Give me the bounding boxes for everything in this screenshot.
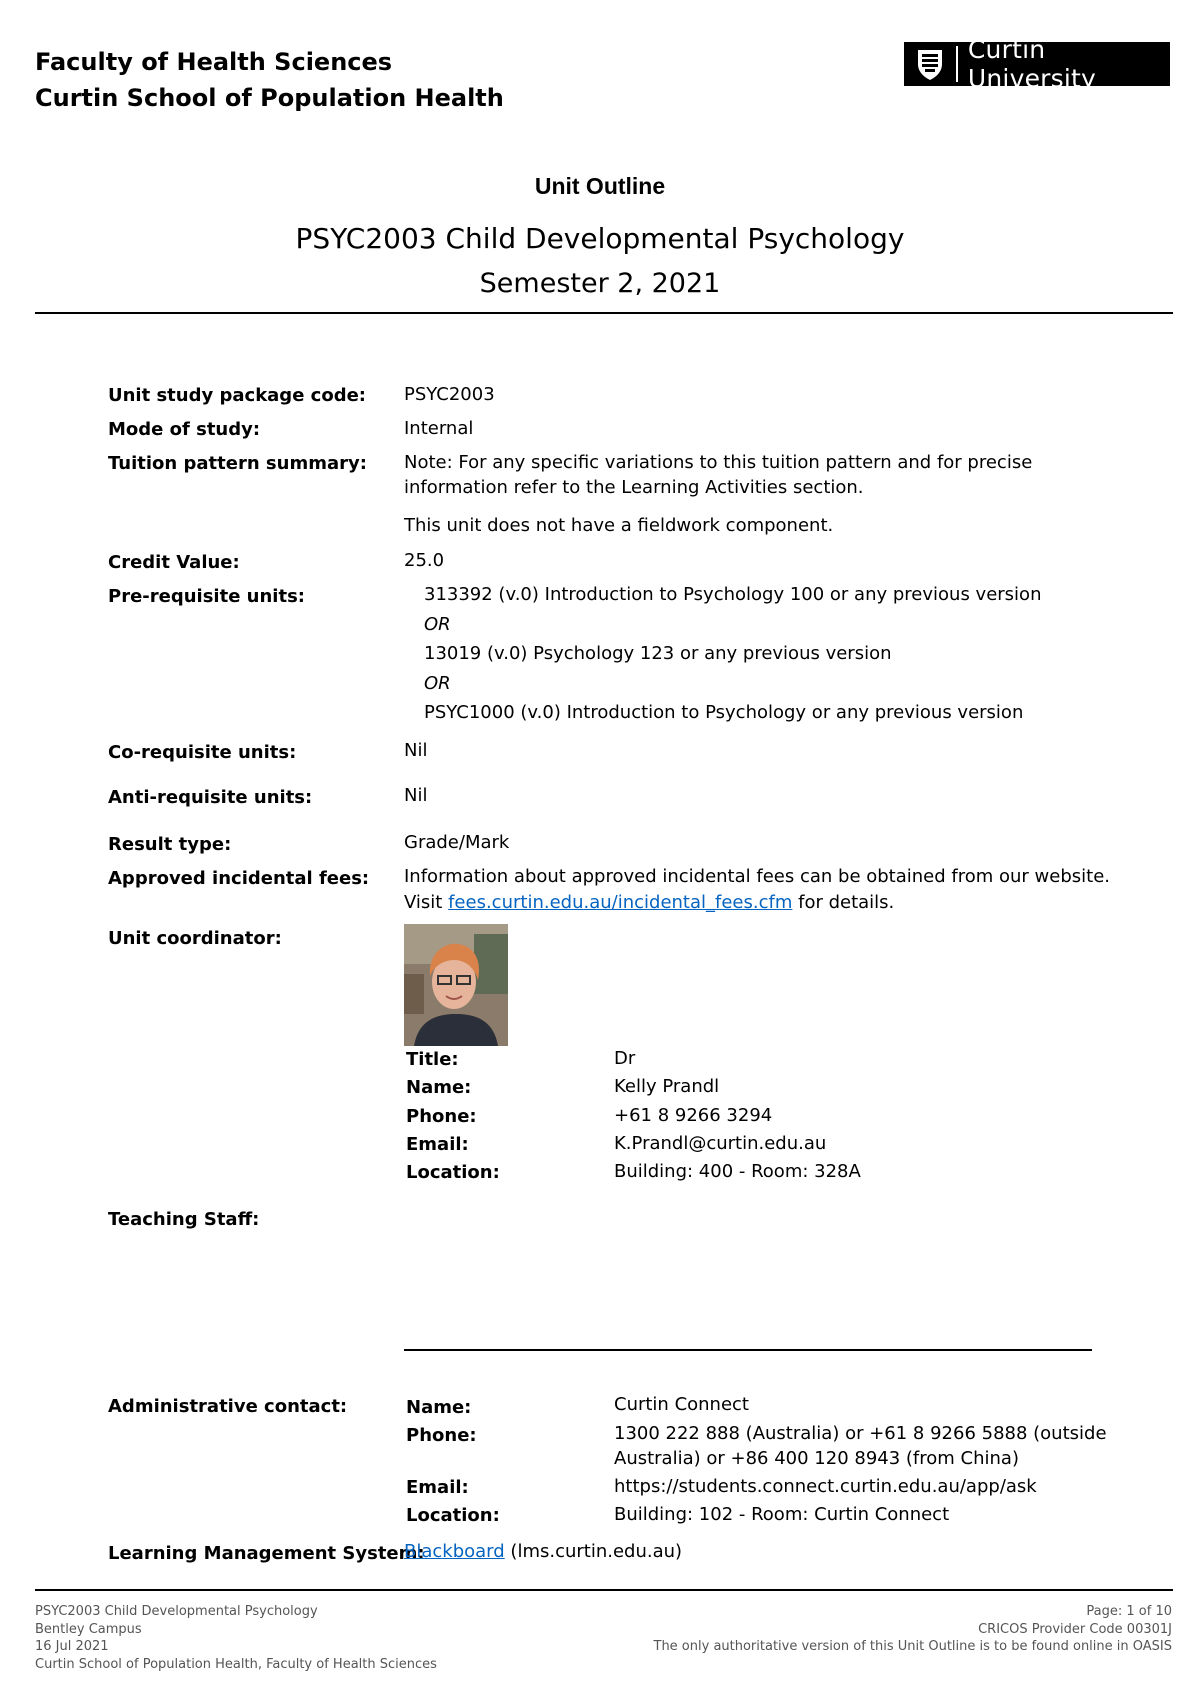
fees-visit: Visit bbox=[404, 892, 443, 913]
teaching-staff-label: Teaching Staff: bbox=[108, 1209, 260, 1230]
page-number: Page: 1 of 10 bbox=[1086, 1604, 1172, 1619]
mode-value: Internal bbox=[404, 418, 474, 439]
prereq-item: 13019 (v.0) Psychology 123 or any previous version bbox=[424, 643, 892, 664]
coordinator-label: Unit coordinator: bbox=[108, 928, 282, 949]
result-value: Grade/Mark bbox=[404, 832, 510, 853]
coordinator-name: Kelly Prandl bbox=[614, 1076, 720, 1097]
curtin-logo bbox=[904, 35, 1170, 93]
unit-title: PSYC2003 Child Developmental Psychology bbox=[295, 222, 905, 255]
package-code-value: PSYC2003 bbox=[404, 384, 495, 405]
prereq-item: 313392 (v.0) Introduction to Psychology 100 or any previous version bbox=[424, 584, 1042, 605]
coordinator-email-label: Email: bbox=[406, 1134, 469, 1155]
school-name: Curtin School of Population Health bbox=[35, 84, 504, 112]
fees-label: Approved incidental fees: bbox=[108, 868, 370, 889]
coordinator-email: K.Prandl@curtin.edu.au bbox=[614, 1133, 827, 1154]
tuition-label: Tuition pattern summary: bbox=[108, 453, 367, 474]
semester: Semester 2, 2021 bbox=[479, 268, 721, 299]
footer-left bbox=[35, 1603, 437, 1673]
document-title: Unit Outline bbox=[534, 173, 666, 199]
antireq-value: Nil bbox=[404, 785, 428, 806]
prereq-item: PSYC1000 (v.0) Introduction to Psychology or any previous version bbox=[424, 702, 1024, 723]
fees-after: for details. bbox=[798, 892, 895, 913]
crest-icon bbox=[912, 46, 948, 82]
footer-school: Curtin School of Population Health, Faculty of Health Sciences bbox=[35, 1656, 437, 1672]
title-rule bbox=[35, 312, 1173, 314]
admin-location: Building: 102 - Room: Curtin Connect bbox=[614, 1504, 950, 1525]
section-rule bbox=[404, 1349, 1092, 1351]
admin-name: Curtin Connect bbox=[614, 1394, 749, 1415]
prereq-label: Pre-requisite units: bbox=[108, 586, 305, 607]
footer-date: 16 Jul 2021 bbox=[35, 1639, 109, 1654]
admin-phone-label: Phone: bbox=[406, 1425, 477, 1446]
admin-phone-line1: 1300 222 888 (Australia) or +61 8 9266 5888 (outside bbox=[614, 1423, 1107, 1444]
prereq-or: OR bbox=[424, 614, 451, 635]
result-label: Result type: bbox=[108, 834, 232, 855]
cricos-code: CRICOS Provider Code 00301J bbox=[978, 1621, 1172, 1637]
prereq-or: OR bbox=[424, 673, 451, 694]
logo-divider bbox=[956, 46, 958, 82]
blackboard-link[interactable]: Blackboard bbox=[404, 1541, 505, 1562]
package-code-label: Unit study package code: bbox=[108, 385, 366, 406]
credit-label: Credit Value: bbox=[108, 552, 240, 573]
footer-unit: PSYC2003 Child Developmental Psychology bbox=[35, 1604, 318, 1619]
coordinator-photo bbox=[404, 924, 508, 1046]
antireq-label: Anti-requisite units: bbox=[108, 787, 313, 808]
admin-label: Administrative contact: bbox=[108, 1396, 348, 1417]
admin-name-label: Name: bbox=[406, 1397, 472, 1418]
coordinator-phone-label: Phone: bbox=[406, 1106, 477, 1127]
lms-label: Learning Management System: bbox=[108, 1543, 425, 1564]
fees-link[interactable]: fees.curtin.edu.au/incidental_fees.cfm bbox=[448, 892, 793, 913]
lms-url: (lms.curtin.edu.au) bbox=[510, 1541, 683, 1562]
tuition-line1: Note: For any specific variations to this tuition pattern and for precise bbox=[404, 452, 1033, 473]
coreq-value: Nil bbox=[404, 740, 428, 761]
coreq-label: Co-requisite units: bbox=[108, 742, 297, 763]
admin-email-label: Email: bbox=[406, 1477, 469, 1498]
credit-value: 25.0 bbox=[404, 550, 445, 571]
tuition-line3: This unit does not have a fieldwork component. bbox=[404, 515, 834, 536]
coordinator-location-label: Location: bbox=[406, 1162, 500, 1183]
lms-value bbox=[404, 1541, 682, 1562]
tuition-line2: information refer to the Learning Activities section. bbox=[404, 477, 864, 498]
coordinator-phone: +61 8 9266 3294 bbox=[614, 1105, 773, 1126]
fees-line2 bbox=[404, 892, 894, 913]
coordinator-title-label: Title: bbox=[406, 1049, 459, 1070]
footer-campus: Bentley Campus bbox=[35, 1621, 142, 1637]
logo-text: Curtin University bbox=[967, 35, 1097, 93]
admin-location-label: Location: bbox=[406, 1505, 500, 1526]
faculty-header bbox=[35, 44, 504, 116]
footer-right bbox=[654, 1603, 1173, 1656]
coordinator-location: Building: 400 - Room: 328A bbox=[614, 1161, 861, 1182]
mode-label: Mode of study: bbox=[108, 419, 261, 440]
footer-rule bbox=[35, 1589, 1173, 1591]
faculty-name: Faculty of Health Sciences bbox=[35, 48, 393, 76]
fees-line1: Information about approved incidental fees can be obtained from our website. bbox=[404, 866, 1110, 887]
coordinator-title: Dr bbox=[614, 1048, 636, 1069]
admin-phone-line2: Australia) or +86 400 120 8943 (from China) bbox=[614, 1448, 1019, 1469]
admin-email: https://students.connect.curtin.edu.au/app/ask bbox=[614, 1476, 1037, 1497]
authoritative-note: The only authoritative version of this Unit Outline is to be found online in OASIS bbox=[653, 1639, 1172, 1654]
coordinator-name-label: Name: bbox=[406, 1077, 472, 1098]
